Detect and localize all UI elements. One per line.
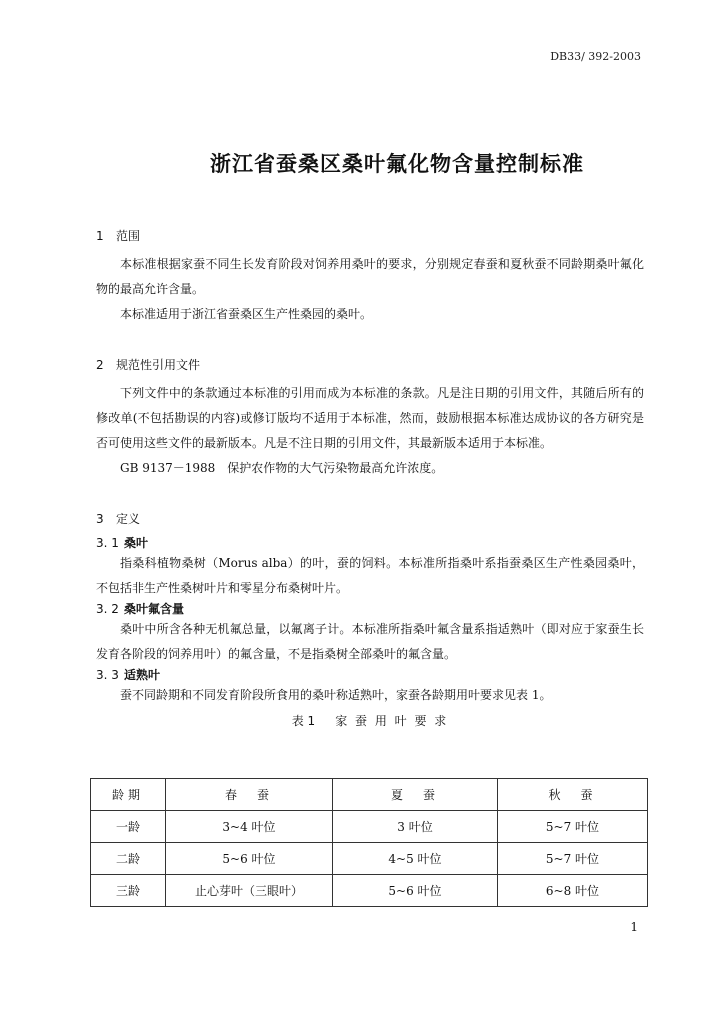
paragraph: 指桑科植物桑树（Morus alba）的叶，蚕的饲料。本标准所指桑叶系指蚕桑区生产性桑园桑叶，不包括非生产性桑树叶片和零星分布桑树叶片。 (96, 556, 644, 595)
table-cell: 5~7 叶位 (498, 843, 648, 875)
section-2-heading (96, 357, 644, 373)
subsection-title: 适熟叶 (124, 668, 161, 682)
section-number: 3 (96, 512, 104, 526)
table-cell: 二龄 (91, 843, 166, 875)
table-cell: 5~6 叶位 (333, 875, 498, 907)
table-cell: 三龄 (91, 875, 166, 907)
section-number: 2 (96, 358, 104, 372)
section-number: 1 (96, 229, 104, 243)
subsection-number: 3. 3 (96, 668, 119, 682)
table-row (91, 811, 648, 843)
page-number: 1 (630, 920, 638, 934)
paragraph: 下列文件中的条款通过本标准的引用而成为本标准的条款。凡是注日期的引用文件，其随后所有的修改单(不包括勘误的内容)或修订版均不适用于本标准，然而，鼓励根据本标准达成协议的各方研究是否可使用这些文件的最新版本。凡是不注日期的引用文件，其最新版本适用于本标准。 (96, 386, 644, 450)
table-cell: 3~4 叶位 (166, 811, 333, 843)
section-3-heading (96, 511, 644, 527)
table-header: 春 蚕 (166, 779, 333, 811)
document-code: DB33/ 392-2003 (550, 50, 641, 63)
table-header: 夏 蚕 (333, 779, 498, 811)
table-header: 龄期 (91, 779, 166, 811)
table-row (91, 843, 648, 875)
table-caption-text: 家 蚕 用 叶 要 求 (335, 714, 449, 728)
table-row (91, 875, 648, 907)
table-cell: 3 叶位 (333, 811, 498, 843)
paragraph: 桑叶中所含各种无机氟总量，以氟离子计。本标准所指桑叶氟含量系指适熟叶（即对应于家蚕生长发育各阶段的饲养用叶）的氟含量，不是指桑树全部桑叶的氟含量。 (96, 622, 644, 661)
paragraph: 本标准根据家蚕不同生长发育阶段对饲养用桑叶的要求，分别规定春蚕和夏秋蚕不同龄期桑叶氟化物的最高允许含量。 (96, 257, 644, 296)
document-title: 浙江省蚕桑区桑叶氟化物含量控制标准 (210, 152, 584, 176)
table-cell: 5~7 叶位 (498, 811, 648, 843)
document-body (96, 228, 644, 733)
section-1-heading (96, 228, 644, 244)
table-header: 秋 蚕 (498, 779, 648, 811)
section-title: 范围 (116, 229, 141, 243)
section-title: 规范性引用文件 (116, 358, 201, 372)
table-cell: 一龄 (91, 811, 166, 843)
silkworm-leaf-table (90, 778, 648, 907)
subsection-3-3-heading (96, 667, 644, 683)
table-label: 表 1 (291, 714, 316, 728)
subsection-3-1-heading (96, 535, 644, 551)
subsection-3-2-heading (96, 601, 644, 617)
table-cell: 6~8 叶位 (498, 875, 648, 907)
subsection-title: 桑叶氟含量 (124, 602, 185, 616)
table-cell: 4~5 叶位 (333, 843, 498, 875)
subsection-number: 3. 1 (96, 536, 119, 550)
paragraph: 本标准适用于浙江省蚕桑区生产性桑园的桑叶。 (120, 307, 373, 321)
table-caption (96, 712, 644, 729)
table-cell: 止心芽叶（三眼叶） (166, 875, 333, 907)
paragraph: 蚕不同龄期和不同发育阶段所食用的桑叶称适熟叶，家蚕各龄期用叶要求见表 1。 (120, 688, 552, 702)
subsection-number: 3. 2 (96, 602, 119, 616)
section-title: 定义 (116, 512, 141, 526)
subsection-title: 桑叶 (124, 536, 149, 550)
table-header-row (91, 779, 648, 811)
paragraph: GB 9137－1988 保护农作物的大气污染物最高允许浓度。 (120, 461, 444, 475)
table-cell: 5~6 叶位 (166, 843, 333, 875)
